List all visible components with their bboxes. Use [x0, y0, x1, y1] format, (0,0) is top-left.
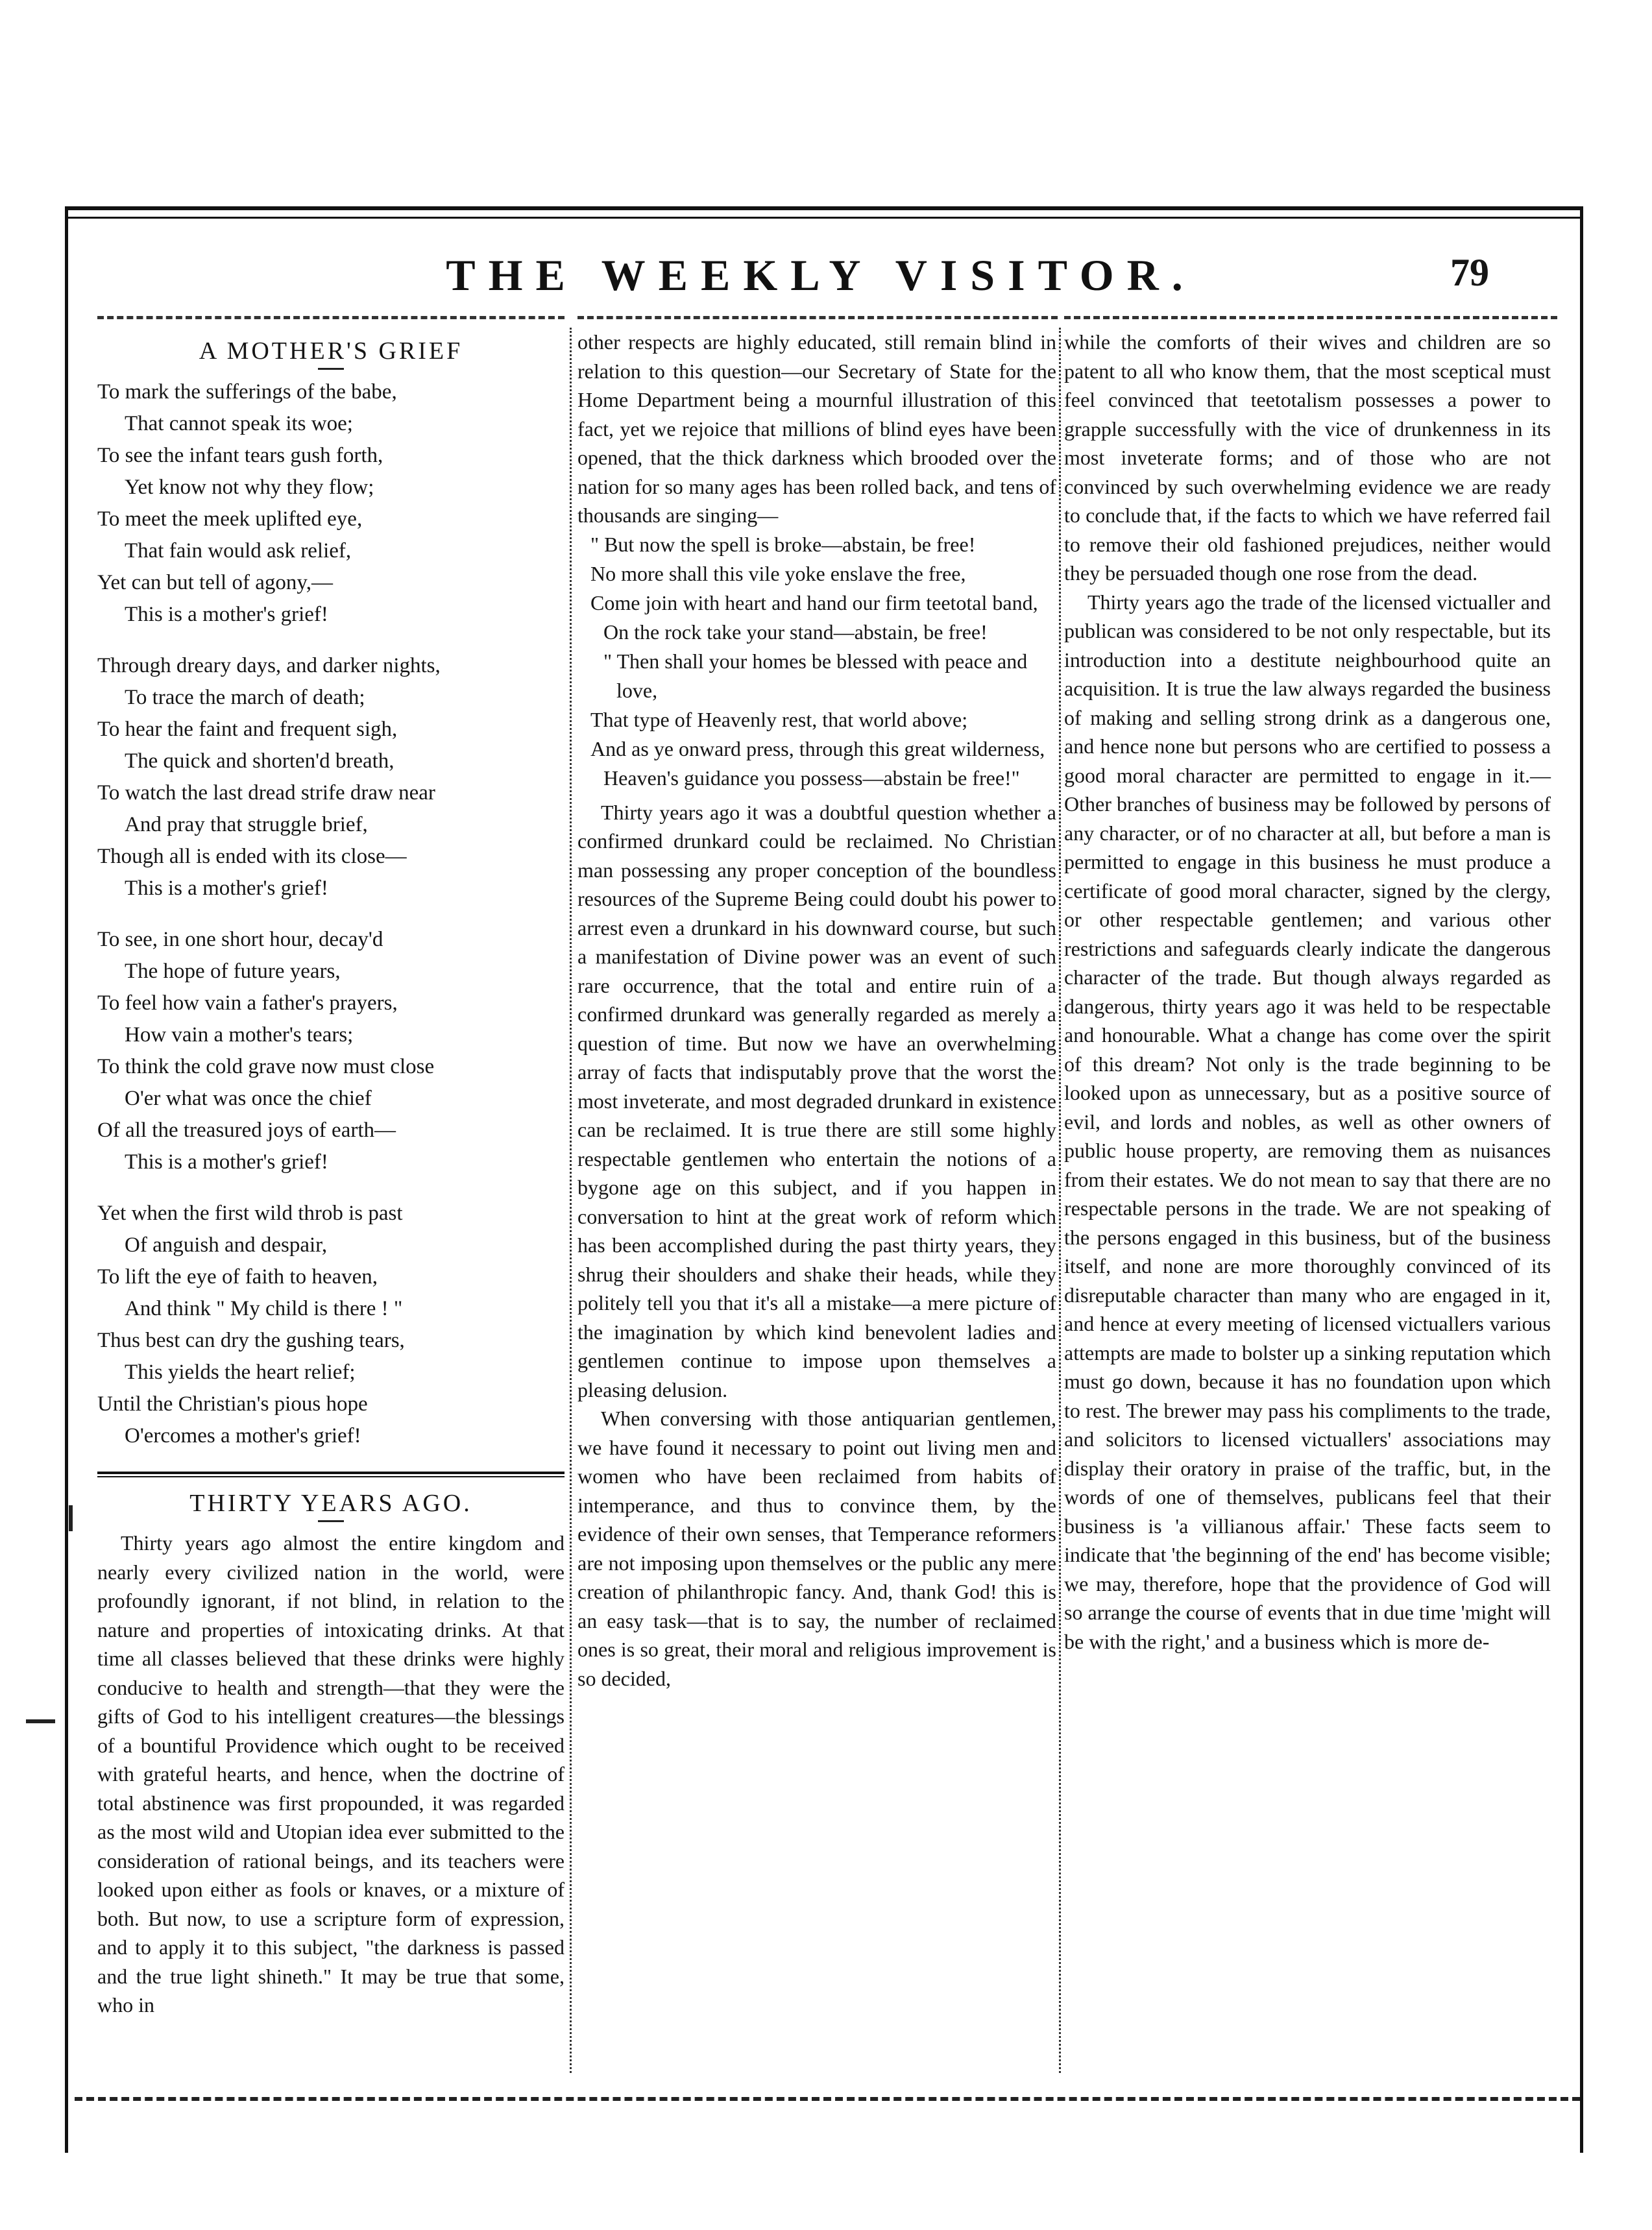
- poem-line: Of anguish and despair,: [125, 1233, 328, 1257]
- article-column-3-text: [1064, 328, 1551, 1656]
- poem-line: To see the infant tears gush forth,: [97, 444, 383, 467]
- poem-line: To hear the faint and frequent sigh,: [97, 718, 398, 741]
- verse-line: On the rock take your stand—abstain, be free!: [603, 620, 988, 644]
- article-column-1-text: [97, 1529, 565, 2020]
- column-1: [97, 328, 565, 2020]
- poem-line: That fain would ask relief,: [125, 539, 352, 563]
- poem-stanza: [97, 650, 565, 904]
- poem-line: To think the cold grave now must close: [97, 1055, 435, 1078]
- poem-line: O'ercomes a mother's grief!: [125, 1424, 361, 1448]
- title-dash: [318, 1520, 344, 1522]
- article-paragraph: Thirty years ago it was a doubtful question whether a confirmed drunkard could be reclaimed. No Christian man possessing any proper conception of the boundless resources of the Supreme Being could doubt his power to arrest even a drunkard in his downward course, but such a manifestation of Divine power was an event of such rare occurrence, that the total and entire ruin of a confirmed drunkard was generally regarded as merely a question of time. But now we have an overwhelming array of facts that indisputably prove that the worst the most inveterate, and most degraded drunkard in existence can be reclaimed. It is true there are still some highly respectable gentlemen who entertain the notions of a bygone age on this subject, and if you happen in conversation to hint at the great work of reform which has been accomplished during the past thirty years, they shrug their shoulders and shake their heads, while they politely tell you that it's all a mistake—a mere picture of the imagination by which kind benevolent ladies and gentlemen continue to impose upon themselves a pleasing delusion.: [577, 800, 1056, 1401]
- poem-line: To mark the sufferings of the babe,: [97, 380, 397, 404]
- poem-line: And pray that struggle brief,: [125, 813, 368, 836]
- poem-line: And think " My child is there ! ": [125, 1297, 403, 1320]
- poem-line: To feel how vain a father's prayers,: [97, 991, 398, 1015]
- poem-title: A MOTHER'S GRIEF: [199, 337, 463, 365]
- poem-line: Yet can but tell of agony,—: [97, 571, 333, 594]
- verse-line: No more shall this vile yoke enslave the free,: [590, 561, 966, 585]
- verse-line: That type of Heavenly rest, that world above;: [590, 707, 968, 731]
- masthead-rule-center: [577, 316, 1058, 319]
- temperance-song-verse: [577, 530, 1056, 793]
- poem-line: This yields the heart relief;: [125, 1361, 356, 1384]
- article-title: THIRTY YEARS AGO.: [189, 1490, 472, 1517]
- poem-stanza: [97, 376, 565, 631]
- poem-line: To meet the meek uplifted eye,: [97, 507, 363, 531]
- margin-ink-mark: [26, 1719, 55, 1723]
- poem-line: The quick and shorten'd breath,: [125, 749, 395, 773]
- column-divider-2: [1059, 328, 1061, 2073]
- poem-line: Thus best can dry the gushing tears,: [97, 1329, 405, 1352]
- poem-line: This is a mother's grief!: [125, 1150, 328, 1174]
- masthead-rule-left: [97, 316, 565, 319]
- poem-line: This is a mother's grief!: [125, 877, 328, 900]
- lead-paragraph: other respects are highly educated, still remain blind in relation to this question—our Secretary of State for the Home Department being a mournful illustration of this fact, yet we rejoice that millions of blind eyes have been opened, that the thick darkness which brooded over the nation for so many ages has been rolled back, and tens of thousands are singing—: [577, 330, 1056, 527]
- poem-line: Of all the treasured joys of earth—: [97, 1119, 396, 1142]
- article-column-2-lead: [577, 328, 1056, 530]
- poem-line: How vain a mother's tears;: [125, 1023, 354, 1047]
- poem-line: To see, in one short hour, decay'd: [97, 928, 383, 951]
- article-paragraph: while the comforts of their wives and children are so patent to all who know them, that the most sceptical must feel convinced that teetotalism possesses a power to grapple successfully with the vice of drunkenness in its most inveterate forms; and of those who are not convinced by such overwhelming evidence we are ready to conclude that, if the facts to which we have referred fail to remove their old fashioned prejudices, neither would they be persuaded though one rose from the dead.: [1064, 330, 1551, 585]
- poem-line: The hope of future years,: [125, 960, 341, 983]
- column-divider-1: [570, 328, 572, 2073]
- column-2: [577, 328, 1056, 1693]
- poem-line: That cannot speak its woe;: [125, 412, 353, 435]
- verse-line: And as ye onward press, through this great wilderness,: [590, 736, 1045, 760]
- poem-body: [97, 376, 565, 1452]
- poem-line: To lift the eye of faith to heaven,: [97, 1265, 378, 1289]
- poem-stanza: [97, 1198, 565, 1452]
- masthead-rule-right: [1064, 316, 1557, 319]
- section-rule: [97, 1472, 565, 1477]
- poem-line: Yet know not why they flow;: [125, 476, 374, 499]
- margin-ink-mark: [69, 1505, 73, 1531]
- poem-line: To watch the last dread strife draw near: [97, 781, 435, 805]
- article-paragraph: Thirty years ago almost the entire kingdom and nearly every civilized nation in the world, were profoundly ignorant, if not blind, in relation to the nature and properties of intoxicating drinks. At that time all classes believed that these drinks were highly conducive to health and strength—that they were the gifts of God to his intelligent creatures—the blessings of a bountiful Providence which ought to be received with grateful hearts, and hence, when the doctrine of total abstinence was first propounded, it was regarded as the most wild and Utopian idea ever submitted to the consideration of rational beings, and its teachers were looked upon either as fools or knaves, or a mixture of both. But now, to use a scripture form of expression, and to apply it to this subject, "the darkness is passed and the true light shineth." It may be true that some, who in: [97, 1531, 565, 2017]
- article-paragraph: Thirty years ago the trade of the licensed victualler and publican was considered to be not only respectable, but its introduction into a destitute neighbourhood quite an acquisition. It is true the law always regarded the business of making and selling strong drink as a dangerous one, and hence none but persons who are certified to possess a good moral character are permitted to engage in it.—Other branches of business may be followed by persons of any character, or of no character at all, but before a man is permitted to engage in this business he must produce a certificate of good moral character, signed by the clergy, or other respectable gentlemen; and various other restrictions and safeguards clearly indicate the dangerous character of the trade. But though always regarded as dangerous, thirty years ago it was held to be respectable and honourable. What a change has come over the spirit of this dream? Not only is the trade beginning to be looked upon as unnecessary, but as a positive source of evil, and lords and nobles, as well as other owners of public house property, are removing them as nuisances from their estates. We do not mean to say that there are no respectable persons in the trade. We are not speaking of the persons engaged in this business, but of the business itself, and none are more thoroughly convinced of its disreputable character than many who are engaged in it, and hence at every meeting of licensed victuallers various attempts are made to bolster up a sinking reputation which must go down, because it has no foundation upon which to rest. The brewer may pass his compliments to the trade, and solicitors to licensed victuallers' associations may display their oratory in praise of the traffic, but, in the words of one of themselves, publicans feel that their business is 'a villianous affair.' These facts seem to indicate that 'the beginning of the end' has become visible; we may, therefore, hope that the providence of God will so arrange the course of events that in due time 'might will be with the right,' and a business which is more de-: [1064, 590, 1551, 1653]
- page-number: 79: [1450, 251, 1489, 294]
- verse-line: Come join with heart and hand our firm teetotal band,: [590, 590, 1038, 614]
- bottom-border-rule: [75, 2097, 1580, 2101]
- verse-line: " Then shall your homes be blessed with peace and love,: [603, 649, 1028, 702]
- poem-line: O'er what was once the chief: [125, 1087, 372, 1110]
- poem-line: This is a mother's grief!: [125, 603, 328, 626]
- poem-line: Though all is ended with its close—: [97, 845, 407, 868]
- poem-line: Yet when the first wild throb is past: [97, 1202, 403, 1225]
- verse-line: Heaven's guidance you possess—abstain be free!": [603, 766, 1020, 790]
- poem-line: Until the Christian's pious hope: [97, 1392, 368, 1416]
- article-paragraph: When conversing with those antiquarian gentlemen, we have found it necessary to point out living men and women who have been reclaimed from habits of intemperance, and thus to convince them, by the evidence of their own senses, that Temperance reformers are not imposing upon themselves or the public any mere creation of philanthropic fancy. And, thank God! this is an easy task—that is to say, the number of reclaimed ones is so great, their moral and religious improvement is so decided,: [577, 1407, 1056, 1690]
- column-3: [1064, 328, 1551, 1656]
- article-column-2-text: [577, 798, 1056, 1693]
- verse-line: " But now the spell is broke—abstain, be free!: [590, 532, 976, 556]
- newspaper-masthead: THE WEEKLY VISITOR.: [446, 250, 1196, 300]
- poem-line: Through dreary days, and darker nights,: [97, 654, 441, 677]
- poem-stanza: [97, 924, 565, 1178]
- title-dash: [318, 368, 344, 370]
- poem-line: To trace the march of death;: [125, 686, 365, 709]
